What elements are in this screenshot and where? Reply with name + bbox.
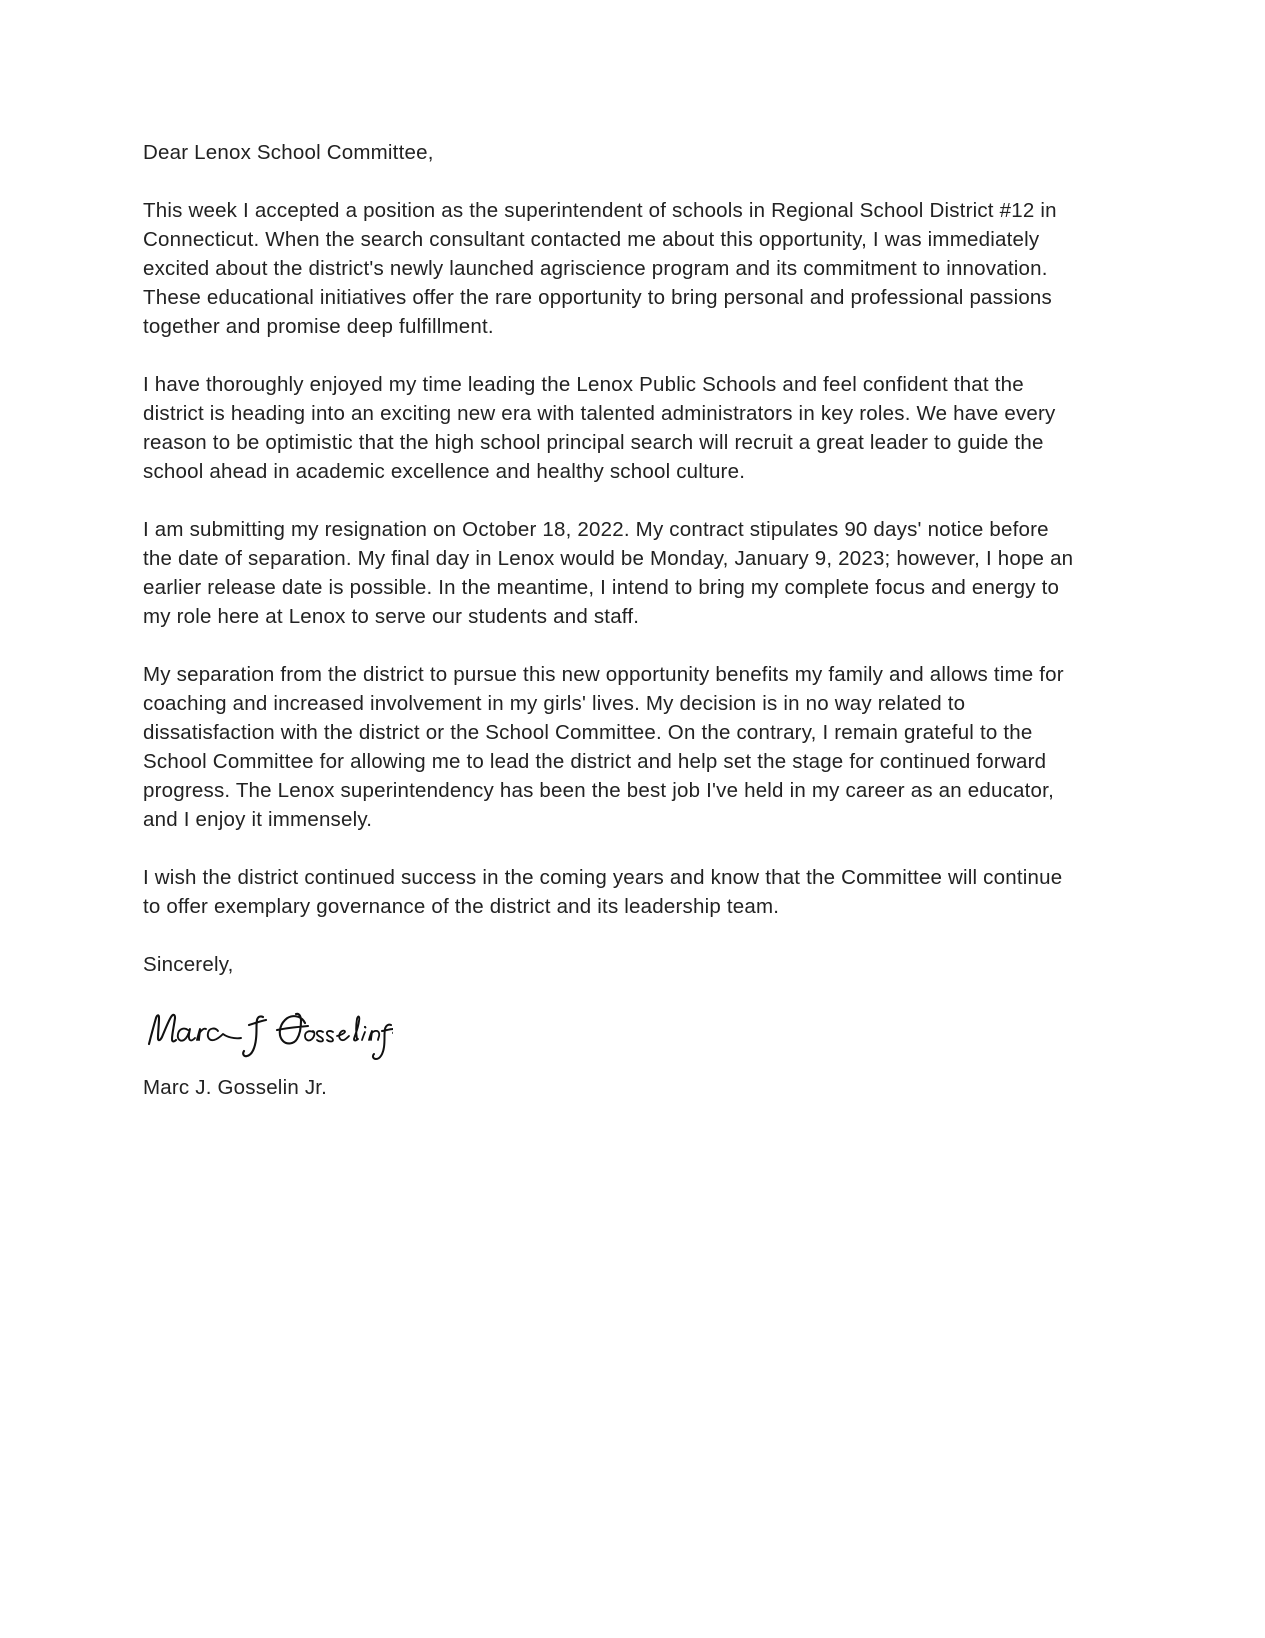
- signature-alt-text: [143, 1067, 144, 1068]
- salutation: Dear Lenox School Committee,: [143, 141, 434, 164]
- signer-name: Marc J. Gosselin Jr.: [143, 1076, 328, 1099]
- body-paragraph-2: I have thoroughly enjoyed my time leading the Lenox Public Schools and feel confident that the district is heading into an exciting new era with talented administrators in key roles. We have every reason to be optimistic that the high school principal search will recruit a great leader to guide the school ahead in academic excellence and healthy school culture.: [143, 373, 1056, 483]
- handwritten-signature-icon: [145, 1003, 393, 1061]
- body-paragraph-5: I wish the district continued success in the coming years and know that the Committee will continue to offer exemplary governance of the district and its leadership team.: [143, 866, 1063, 918]
- body-paragraph-1: This week I accepted a position as the superintendent of schools in Regional School District #12 in Connecticut. When the search consultant contacted me about this opportunity, I was immediately excited about the district's newly launched agriscience program and its commitment to innovation. These educational initiatives offer the rare opportunity to bring personal and professional passions together and promise deep fulfillment.: [143, 199, 1057, 338]
- signature-block: [143, 1003, 1080, 1102]
- closing-salutation: Sincerely,: [143, 953, 234, 976]
- body-paragraph-3: I am submitting my resignation on October 18, 2022. My contract stipulates 90 days' notice before the date of separation. My final day in Lenox would be Monday, January 9, 2023; however, I hope an earlier release date is possible. In the meantime, I intend to bring my complete focus and energy to my role here at Lenox to serve our students and staff.: [143, 518, 1074, 628]
- letter-body: [143, 138, 1080, 1102]
- body-paragraph-4: My separation from the district to pursue this new opportunity benefits my family and allows time for coaching and increased involvement in my girls' lives. My decision is in no way related to dissatisfaction with the district or the School Committee. On the contrary, I remain grateful to the School Committee for allowing me to lead the district and help set the stage for continued forward progress. The Lenox superintendency has been the best job I've held in my career as an educator, and I enjoy it immensely.: [143, 663, 1064, 831]
